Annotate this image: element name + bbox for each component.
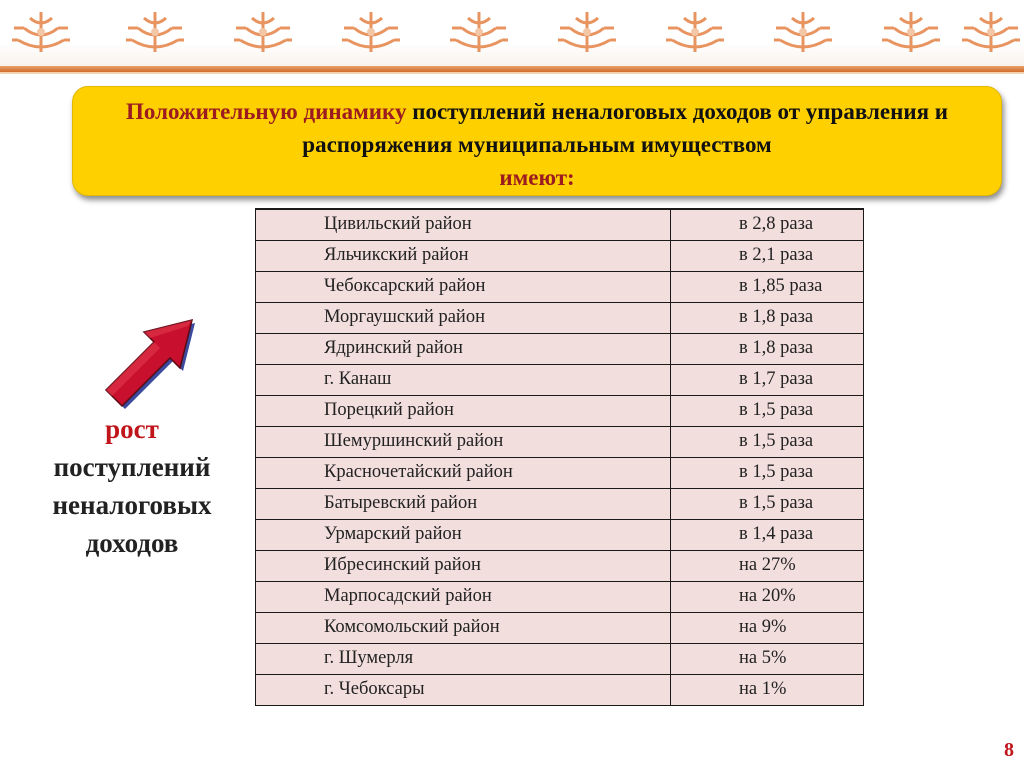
table-row [256,426,864,457]
growth-value: в 1,7 раза [671,364,864,395]
table-row [256,209,864,240]
growth-value: на 1% [671,674,864,705]
chuvash-ornament-icon [556,8,618,56]
title-ending: имеют: [499,165,575,190]
side-label-line4: доходов [85,528,179,558]
district-name: Чебоксарский район [256,271,671,302]
table-row [256,550,864,581]
district-name: Ибресинский район [256,550,671,581]
side-label-line2: поступлений [53,452,211,482]
side-label-line3: неналоговых [52,490,212,520]
chuvash-ornament-icon [124,8,186,56]
chuvash-ornament-icon [664,8,726,56]
ornament-band [0,0,1024,72]
table-row [256,519,864,550]
table-row [256,302,864,333]
table-row [256,240,864,271]
growth-value: в 1,5 раза [671,426,864,457]
chuvash-ornament-icon [960,8,1022,56]
district-name: г. Канаш [256,364,671,395]
table-row [256,612,864,643]
growth-value: в 1,5 раза [671,457,864,488]
chuvash-ornament-icon [448,8,510,56]
up-right-arrow-icon [92,312,202,422]
table-row [256,643,864,674]
growth-value: в 2,8 раза [671,209,864,240]
district-name: г. Шумерля [256,643,671,674]
growth-value: на 5% [671,643,864,674]
page-number: 8 [1004,739,1014,761]
growth-value: на 27% [671,550,864,581]
district-name: Моргаушский район [256,302,671,333]
table-row [256,488,864,519]
growth-table-body [256,209,864,705]
district-name: Шемуршинский район [256,426,671,457]
growth-value: на 9% [671,612,864,643]
chuvash-ornament-icon [340,8,402,56]
growth-table [255,208,864,706]
district-name: Ядринский район [256,333,671,364]
title-text: поступлений неналоговых доходов от управления и распоряжения муниципальным имуществом [302,99,949,157]
chuvash-ornament-icon [10,8,72,56]
growth-value: в 1,4 раза [671,519,864,550]
table-row [256,581,864,612]
growth-value: в 1,5 раза [671,488,864,519]
table-row [256,395,864,426]
table-row [256,457,864,488]
district-name: Порецкий район [256,395,671,426]
district-name: Яльчикский район [256,240,671,271]
growth-value: в 1,5 раза [671,395,864,426]
table-row [256,271,864,302]
chuvash-ornament-icon [772,8,834,56]
growth-value: в 1,8 раза [671,302,864,333]
growth-value: в 1,85 раза [671,271,864,302]
district-name: Марпосадский район [256,581,671,612]
growth-value: на 20% [671,581,864,612]
growth-value: в 2,1 раза [671,240,864,271]
table-row [256,333,864,364]
district-name: Красночетайский район [256,457,671,488]
growth-value: в 1,8 раза [671,333,864,364]
chuvash-ornament-icon [880,8,942,56]
side-label [22,410,242,562]
chuvash-ornament-icon [232,8,294,56]
district-name: Комсомольский район [256,612,671,643]
title-highlight: Положительную динамику [125,99,407,124]
table-row [256,364,864,395]
district-name: Урмарский район [256,519,671,550]
title-box [72,86,1002,196]
district-name: Батыревский район [256,488,671,519]
district-name: Цивильский район [256,209,671,240]
table-row [256,674,864,705]
district-name: г. Чебоксары [256,674,671,705]
ornament-divider-light [0,72,1024,74]
side-label-line1: рост [105,414,159,444]
